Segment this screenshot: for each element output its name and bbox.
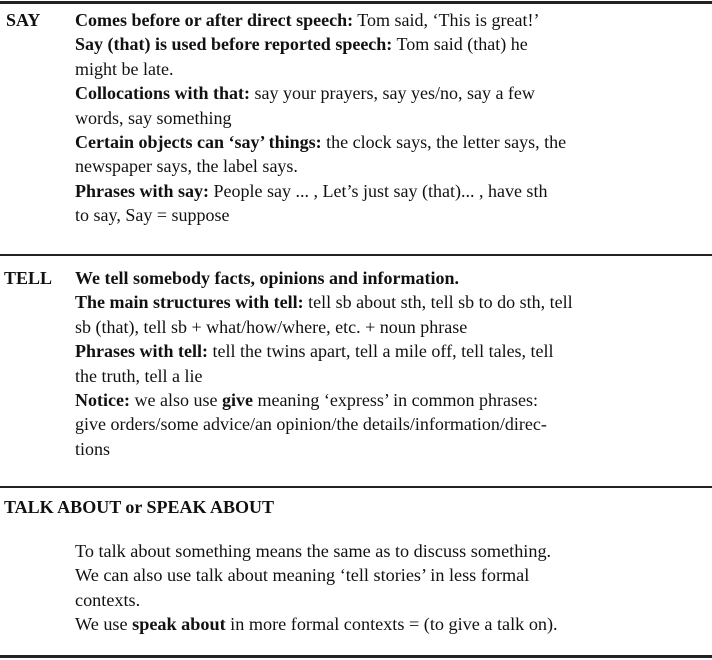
say-line-3: might be late. — [75, 58, 174, 79]
say-line-8: Phrases with say: People say ... , Let’s just say (that)... , have sth — [75, 180, 548, 201]
divider-rule-2 — [0, 486, 712, 488]
tell-line-4: Phrases with tell: tell the twins apart, tell a mile off, tell tales, tell — [75, 341, 554, 362]
talk-content — [75, 539, 558, 637]
tell-line-2: The main structures with tell: tell sb about sth, tell sb to do sth, tell — [75, 292, 573, 313]
say-line-5: words, say something — [75, 107, 232, 128]
say-line-1: Comes before or after direct speech: Tom said, ‘This is great!’ — [75, 10, 540, 30]
divider-rule-1 — [0, 254, 712, 256]
tell-line-3: sb (that), tell sb + what/how/where, etc. + noun phrase — [75, 316, 468, 337]
bottom-rule — [0, 655, 712, 658]
say-line-2: Say (that) is used before reported speech: Tom said (that) he — [75, 34, 528, 55]
tell-content — [75, 266, 573, 461]
talk-line-3: contexts. — [75, 589, 141, 610]
say-content — [75, 8, 566, 228]
talk-line-1: To talk about something means the same as to discuss something. — [75, 541, 552, 561]
talk-heading: TALK ABOUT or SPEAK ABOUT — [4, 497, 275, 517]
say-line-6: Certain objects can ‘say’ things: the clock says, the letter says, the — [75, 132, 567, 153]
tell-line-5: the truth, tell a lie — [75, 365, 203, 386]
tell-line-1: We tell somebody facts, opinions and information. — [75, 268, 460, 288]
say-line-9: to say, Say = suppose — [75, 205, 230, 226]
tell-heading: TELL — [4, 268, 53, 288]
top-rule — [0, 1, 712, 4]
say-line-4: Collocations with that: say your prayers, say yes/no, say a few — [75, 83, 535, 104]
say-heading: SAY — [6, 10, 41, 30]
talk-line-2: We can also use talk about meaning ‘tell stories’ in less formal — [75, 565, 530, 586]
tell-line-8: tions — [75, 438, 111, 459]
say-line-7: newspaper says, the label says. — [75, 156, 298, 177]
talk-line-4: We use speak about in more formal contexts = (to give a talk on). — [75, 614, 558, 635]
tell-line-7: give orders/some advice/an opinion/the details/information/direc- — [75, 414, 547, 435]
tell-line-6: Notice: we also use give meaning ‘express’ in common phrases: — [75, 390, 539, 411]
